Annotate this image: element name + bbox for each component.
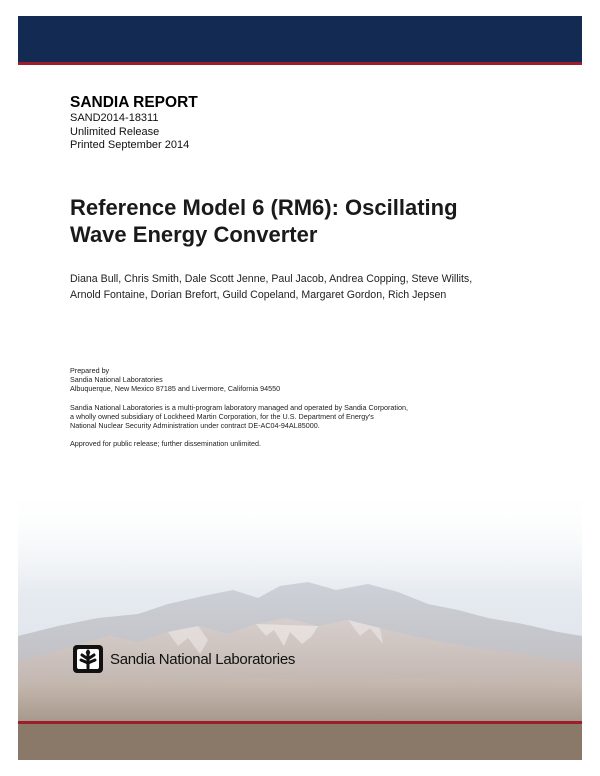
document-title xyxy=(70,194,540,248)
authors-line-1: Diana Bull, Chris Smith, Dale Scott Jenne, Paul Jacob, Andrea Copping, Steve Willits, xyxy=(70,273,473,285)
top-accent-rule xyxy=(18,62,582,65)
release-status: Unlimited Release xyxy=(70,125,160,138)
logo-wordmark: Sandia National Laboratories xyxy=(110,650,296,668)
statement-line-1: Sandia National Laboratories is a multi-program laboratory managed and operated by Sandia Corporation, xyxy=(70,402,409,412)
statement-line-2: a wholly owned subsidiary of Lockheed Martin Corporation, for the U.S. Department of Energy's xyxy=(70,411,374,421)
prepared-by-address: Albuquerque, New Mexico 87185 and Livermore, California 94550 xyxy=(70,384,281,394)
report-cover xyxy=(18,16,582,760)
authors-line-2: Arnold Fontaine, Dorian Brefort, Guild Copeland, Margaret Gordon, Rich Jepsen xyxy=(70,288,447,301)
approval-statement: Approved for public release; further dissemination unlimited. xyxy=(70,439,261,449)
preparation-notice xyxy=(70,366,550,457)
bottom-banner xyxy=(18,724,582,760)
thunderbird-logo-icon xyxy=(72,644,104,674)
print-date: Printed September 2014 xyxy=(70,139,190,151)
title-line-1: Reference Model 6 (RM6): Oscillating xyxy=(70,195,458,220)
mountain-landscape-image xyxy=(18,486,582,721)
report-number: SAND2014-18311 xyxy=(70,112,159,124)
report-header xyxy=(70,93,198,153)
statement-line-3: National Nuclear Security Administration under contract DE-AC04-94AL85000. xyxy=(70,421,320,431)
report-label: SANDIA REPORT xyxy=(70,94,198,111)
prepared-by-label: Prepared by xyxy=(70,366,110,375)
top-banner xyxy=(18,16,582,62)
author-list xyxy=(70,272,560,303)
sandia-logo xyxy=(72,644,295,674)
title-line-2: Wave Energy Converter xyxy=(70,222,318,247)
prepared-by-org: Sandia National Laboratories xyxy=(70,375,163,385)
